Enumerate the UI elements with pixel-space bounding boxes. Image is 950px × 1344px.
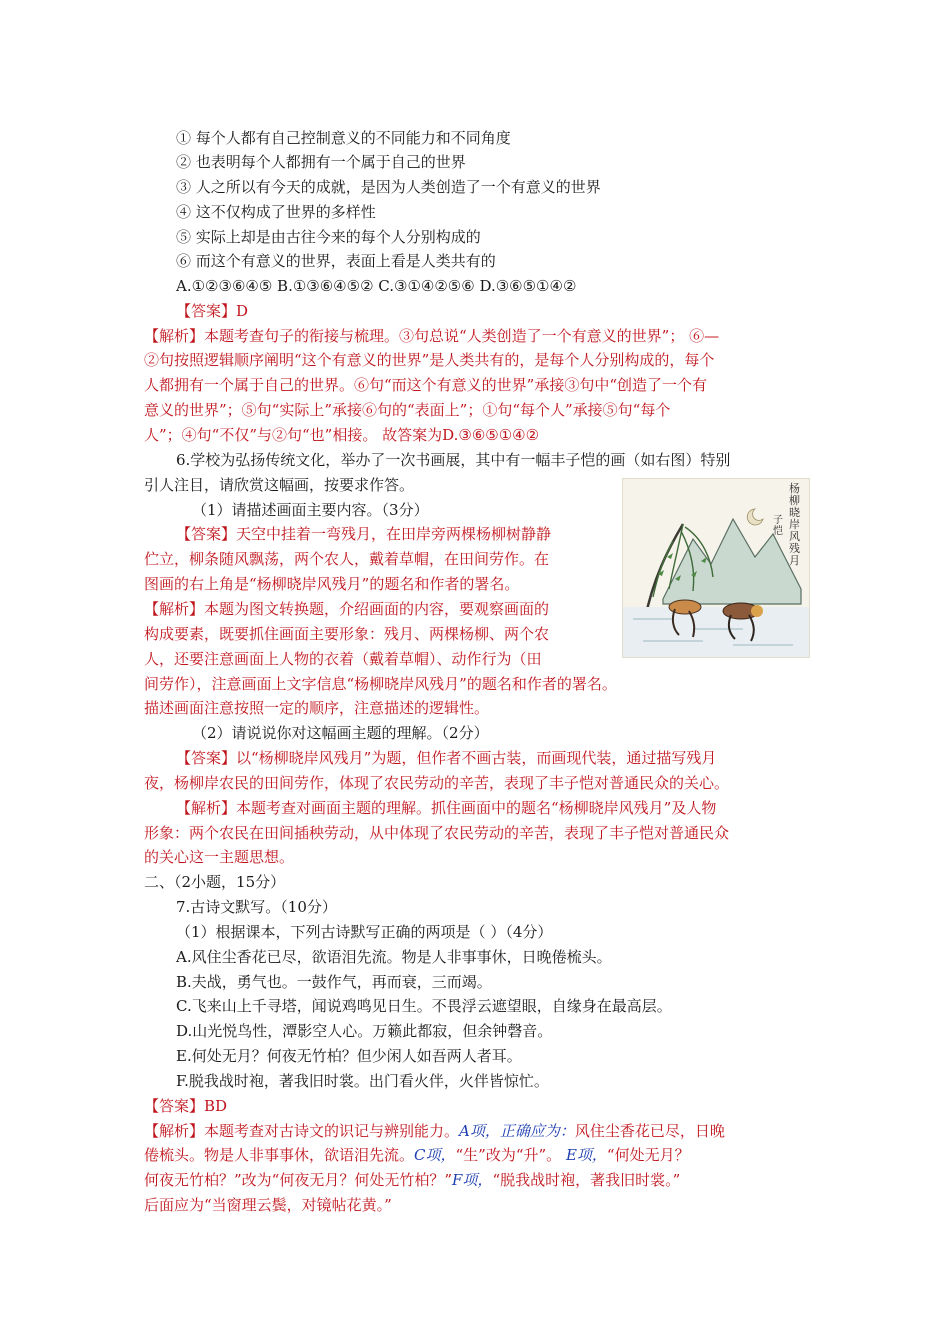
- q7-option-b: B.夫战，勇气也。一鼓作气，再而衰，三而竭。: [176, 973, 492, 991]
- q7-analysis-note-a: A项，正确应为：: [459, 1122, 575, 1140]
- q7-analysis-fix-e: “何处无月？: [606, 1146, 690, 1164]
- q6-2-analysis-line-3: 的关心这一主题思想。: [144, 848, 295, 866]
- q5-options: A.①②③⑥④⑤ B.①③⑥④⑤② C.③①④②⑤⑥ D.③⑥⑤①④②: [176, 277, 577, 295]
- q6-1-analysis-line-2: 构成要素，既要抓住画面主要形象：残月、两棵杨柳、两个农: [144, 625, 550, 643]
- q5-item-6: ⑥ 而这个有意义的世界，表面上看是人类共有的: [176, 252, 496, 270]
- q7-analysis-line-1: [144, 1121, 725, 1141]
- q6-1-answer-line-2: 伫立，柳条随风飘荡，两个农人，戴着草帽，在田间劳作。在: [144, 550, 550, 568]
- q7-1-prompt: （1）根据课本，下列古诗默写正确的两项是（ ）（4分）: [176, 923, 553, 941]
- q7-analysis-line-3: [144, 1170, 680, 1190]
- q5-analysis-line-1: 【解析】本题考查句子的衔接与梳理。③句总说“人类创造了一个有意义的世界”； ⑥—: [144, 327, 720, 345]
- q6-2-answer-line-1: 【答案】以“杨柳晓岸风残月”为题，但作者不画古装，而画现代装，通过描写残月: [176, 749, 717, 767]
- q7-option-d: D.山光悦鸟性，潭影空人心。万籁此都寂，但余钟磬音。: [176, 1022, 553, 1040]
- q6-1-analysis-line-5: 描述画面注意按照一定的顺序，注意描述的逻辑性。: [144, 699, 490, 717]
- painting-artwork: [623, 479, 809, 657]
- q5-analysis-line-5: 人”；④句“不仅”与②句“也”相接。 故答案为D.③⑥⑤①④②: [144, 426, 540, 444]
- q6-2-prompt: （2）请说说你对这幅画主题的理解。（2分）: [192, 724, 489, 742]
- q7-analysis-note-f: F项，: [452, 1171, 493, 1189]
- painting-signature: 子恺: [773, 515, 783, 537]
- q6-1-analysis-line-3: 人，还要注意画面上人物的衣着（戴着草帽）、动作行为（田: [144, 650, 542, 668]
- q7-analysis-fix-f: “脱我战时袍，著我旧时裳。”: [492, 1171, 681, 1189]
- q6-stem-line-1: 6.学校为弘扬传统文化，举办了一次书画展，其中有一幅丰子恺的画（如右图）特别: [176, 451, 731, 469]
- q5-answer: 【答案】D: [176, 302, 249, 320]
- q7-analysis-note-e: E项，: [565, 1146, 607, 1164]
- q7-analysis-line-4: 后面应为“当窗理云鬓，对镜帖花黄。”: [144, 1196, 392, 1214]
- q7-option-c: C.飞来山上千寻塔，闻说鸡鸣见日生。不畏浮云遮望眼，自缘身在最高层。: [176, 997, 672, 1015]
- q5-analysis-line-3: 人都拥有一个属于自己的世界。⑥句“而这个有意义的世界”承接③句中“创造了一个有: [144, 376, 708, 394]
- q7-analysis-intro: 【解析】本题考查对古诗文的识记与辨别能力。: [144, 1122, 460, 1140]
- q6-2-analysis-line-1: 【解析】本题考查对画面主题的理解。抓住画面中的题名“杨柳晓岸风残月”及人物: [176, 799, 717, 817]
- q7-analysis-line-2: [144, 1145, 690, 1165]
- q7-analysis-fix-a-cont: 倦梳头。物是人非事事休，欲语泪先流。: [144, 1146, 415, 1164]
- q5-analysis-line-2: ②句按照逻辑顺序阐明“这个有意义的世界”是人类共有的，是每个人分别构成的，每个: [144, 351, 715, 369]
- q5-item-3: ③ 人之所以有今天的成就，是因为人类创造了一个有意义的世界: [176, 178, 601, 196]
- q7-analysis-fix-a: 风住尘香花已尽，日晚: [574, 1122, 725, 1140]
- q7-answer: 【答案】BD: [144, 1097, 228, 1115]
- q5-item-1: ① 每个人都有自己控制意义的不同能力和不同角度: [176, 129, 511, 147]
- q6-1-prompt: （1）请描述画面主要内容。（3分）: [192, 501, 429, 519]
- q6-2-answer-line-2: 夜，杨柳岸农民的田间劳作，体现了农民劳动的辛苦，表现了丰子恺对普通民众的关心。: [144, 774, 730, 792]
- painting-inscription: 杨柳晓岸风残月: [789, 482, 800, 567]
- crescent-moon: [747, 509, 763, 525]
- q7-analysis-fix-c: “生”改为“升”。: [455, 1146, 562, 1164]
- q6-1-analysis-line-1: 【解析】本题为图文转换题，介绍画面的内容，要观察画面的: [144, 600, 550, 618]
- q7-option-f: F.脱我战时袍，著我旧时裳。出门看火伴，火伴皆惊忙。: [176, 1072, 549, 1090]
- q6-stem-line-2: 引人注目，请欣赏这幅画，按要求作答。: [144, 476, 415, 494]
- q5-item-2: ② 也表明每个人都拥有一个属于自己的世界: [176, 153, 466, 171]
- hat-detail: [751, 605, 763, 617]
- q5-item-4: ④ 这不仅构成了世界的多样性: [176, 203, 376, 221]
- q7-option-e: E.何处无月？何夜无竹柏？但少闲人如吾两人者耳。: [176, 1047, 522, 1065]
- feng-zikai-painting: [622, 478, 810, 658]
- q5-item-5: ⑤ 实际上却是由古往今来的每个人分别构成的: [176, 228, 481, 246]
- paddy-water: [623, 607, 809, 657]
- q7-heading: 7.古诗文默写。（10分）: [176, 898, 337, 916]
- q6-1-answer-line-1: 【答案】天空中挂着一弯残月，在田岸旁两棵杨柳树静静: [176, 525, 552, 543]
- q5-analysis-line-4: 意义的世界”；⑤句“实际上”承接⑥句的“表面上”；①句“每个人”承接⑤句“每个: [144, 401, 671, 419]
- q7-analysis-note-c: C项，: [414, 1146, 456, 1164]
- q7-analysis-fix-e-cont: 何夜无竹柏？”改为“何夜无月？何处无竹柏？”: [144, 1171, 453, 1189]
- q6-1-analysis-line-4: 间劳作），注意画面上文字信息“杨柳晓岸风残月”的题名和作者的署名。: [144, 675, 617, 693]
- q6-2-analysis-line-2: 形象：两个农民在田间插秧劳动，从中体现了农民劳动的辛苦，表现了丰子恺对普通民众: [144, 824, 730, 842]
- q7-option-a: A.风住尘香花已尽，欲语泪先流。物是人非事事休，日晚倦梳头。: [176, 948, 612, 966]
- section-2-heading: 二、（2小题，15分）: [144, 873, 286, 891]
- q6-1-answer-line-3: 图画的右上角是“杨柳晓岸风残月”的题名和作者的署名。: [144, 575, 520, 593]
